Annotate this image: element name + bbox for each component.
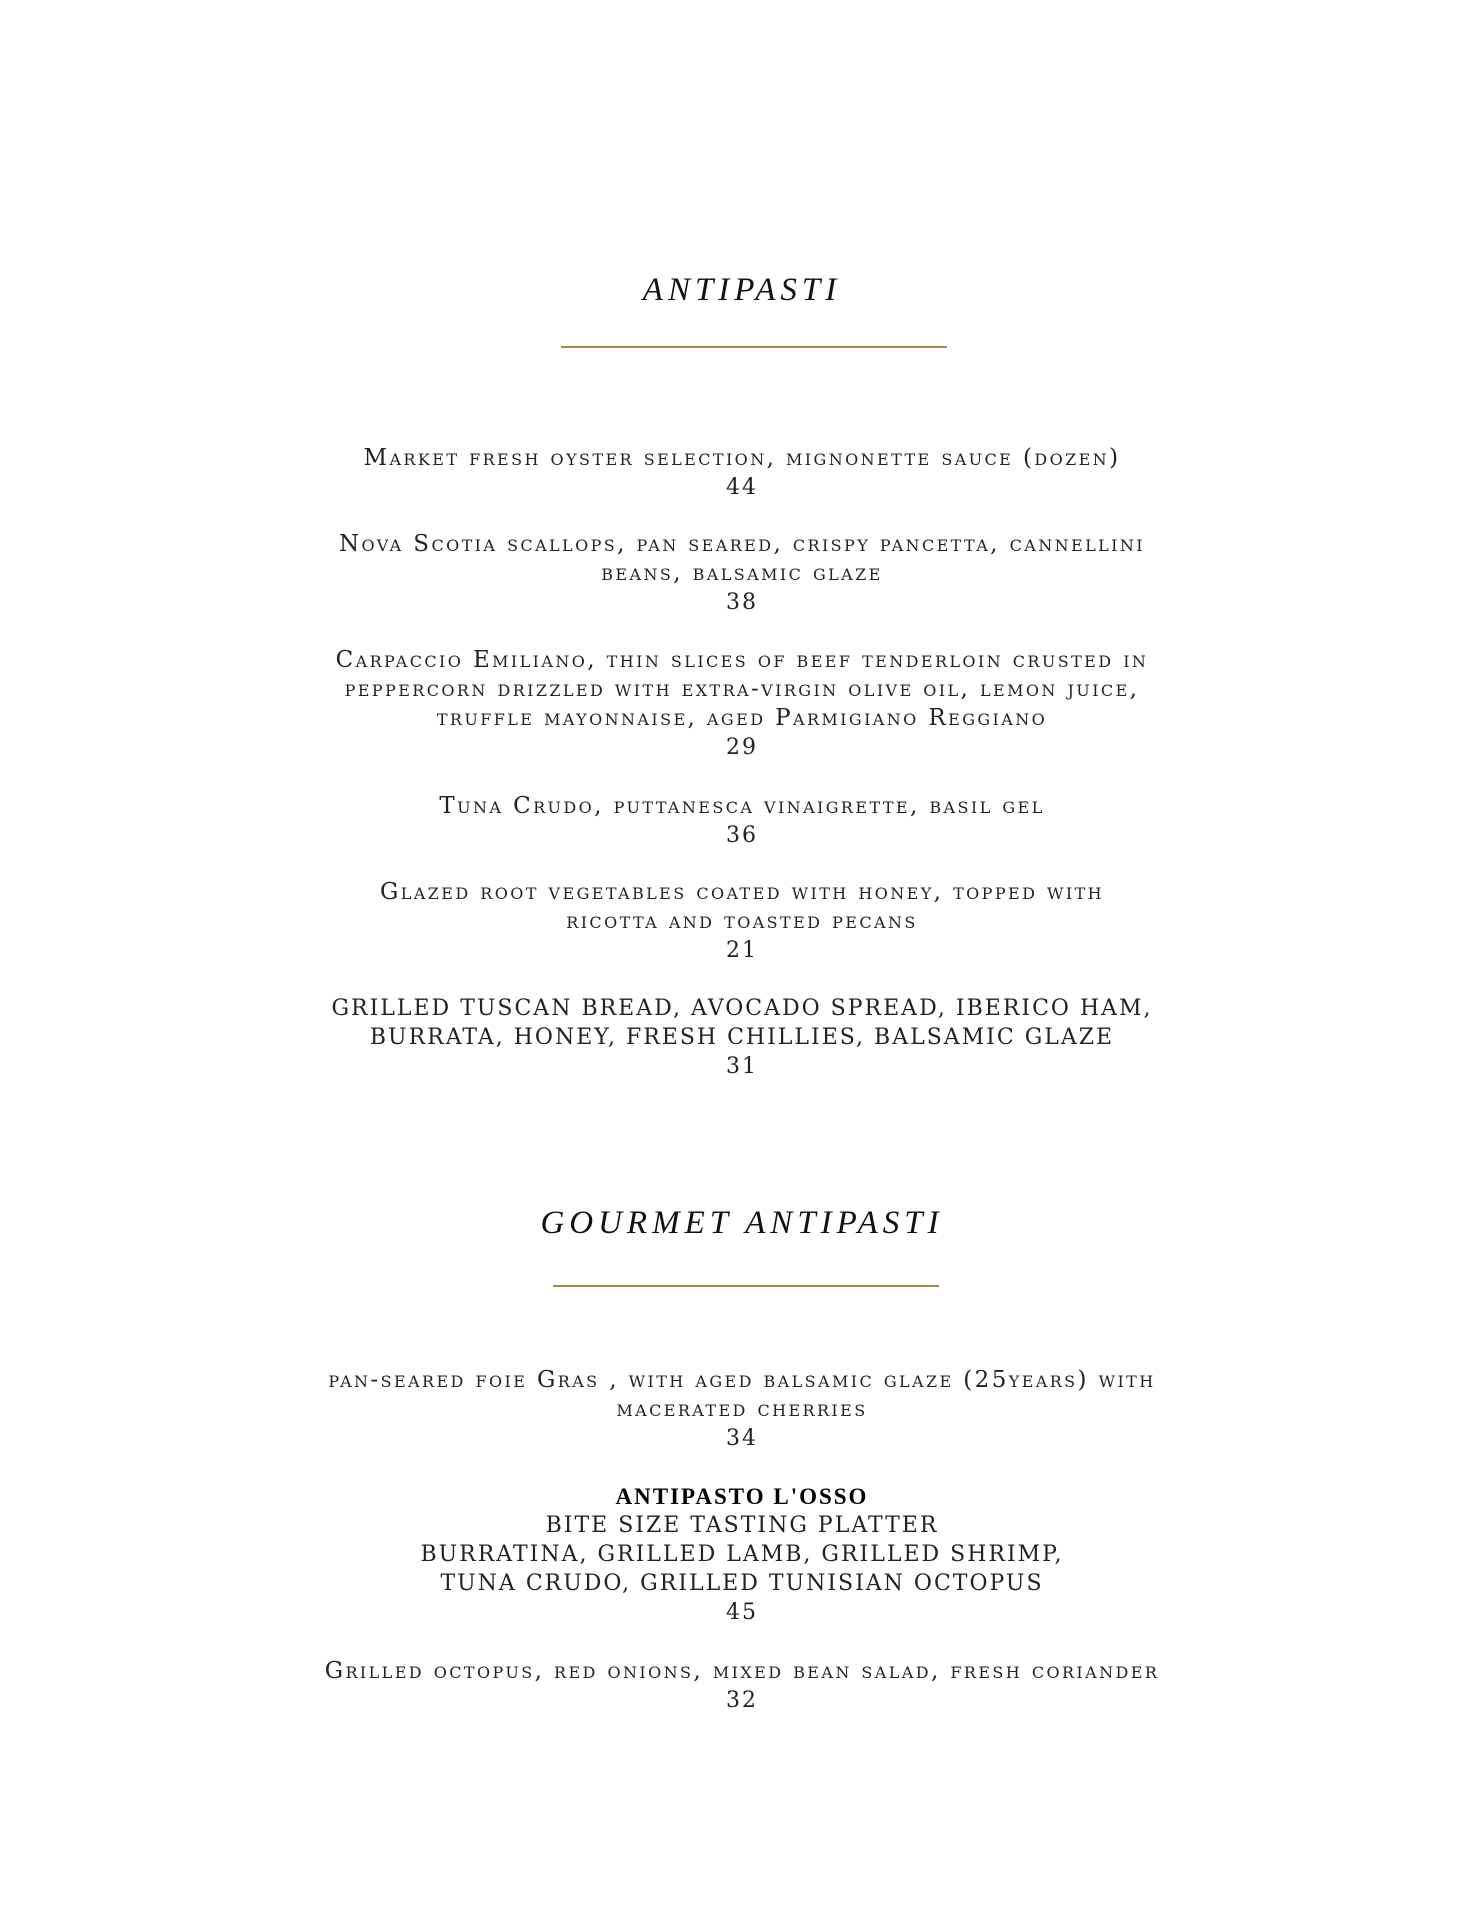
item-description: TUNA CRUDO, GRILLED TUNISIAN OCTOPUS — [440, 1571, 1044, 1596]
item-description: BURRATINA, GRILLED LAMB, GRILLED SHRIMP, — [420, 1542, 1064, 1567]
item-description: Market fresh oyster selection, mignonette sauce (dozen) — [363, 445, 1121, 471]
item-price: 32 — [726, 1688, 758, 1713]
item-description: peppercorn drizzled with extra-virgin olive oil, lemon juice, — [344, 676, 1140, 702]
section-title-antipasti: ANTIPASTI — [642, 272, 842, 308]
menu-item — [0, 994, 1484, 1081]
item-description: Grilled octopus, red onions, mixed bean salad, fresh coriander — [324, 1658, 1160, 1684]
item-price: 45 — [726, 1600, 758, 1625]
menu-item — [0, 878, 1484, 965]
item-description: Carpaccio Emiliano, thin slices of beef tenderloin crusted in — [335, 647, 1149, 673]
title-divider-gourmet-antipasti — [553, 1285, 939, 1287]
title-divider-antipasti — [561, 346, 947, 348]
item-description: Tuna Crudo, puttanesca vinaigrette, basil gel — [439, 793, 1045, 819]
section-title-gourmet-antipasti: GOURMET ANTIPASTI — [540, 1205, 944, 1241]
item-price: 44 — [726, 475, 758, 500]
item-description: Glazed root vegetables coated with honey, topped with — [379, 879, 1105, 905]
item-description: BURRATA, HONEY, FRESH CHILLIES, BALSAMIC GLAZE — [369, 1025, 1115, 1050]
item-name: ANTIPASTO L'OSSO — [615, 1484, 869, 1509]
menu-item — [0, 1482, 1484, 1627]
menu-item — [0, 646, 1484, 762]
item-description: macerated cherries — [616, 1396, 868, 1422]
item-description: beans, balsamic glaze — [601, 560, 883, 586]
item-description: Nova Scotia scallops, pan seared, crispy pancetta, cannellini — [339, 531, 1145, 557]
item-description: GRILLED TUSCAN BREAD, AVOCADO SPREAD, IBERICO HAM, — [331, 996, 1153, 1021]
menu-item — [0, 792, 1484, 850]
item-price: 34 — [726, 1426, 758, 1451]
item-price: 21 — [726, 938, 758, 963]
item-price: 31 — [726, 1054, 758, 1079]
item-price: 38 — [726, 590, 758, 615]
item-price: 36 — [726, 823, 758, 848]
item-description: BITE SIZE TASTING PLATTER — [545, 1513, 939, 1538]
item-description: ricotta and toasted pecans — [566, 908, 918, 934]
menu-item — [0, 530, 1484, 617]
item-description: truffle mayonnaise, aged Parmigiano Reggiano — [436, 705, 1048, 731]
item-price: 29 — [726, 735, 758, 760]
item-description: pan-seared foie Gras , with aged balsamic glaze (25years) with — [328, 1367, 1156, 1393]
menu-item — [0, 1657, 1484, 1715]
menu-item — [0, 444, 1484, 502]
menu-item — [0, 1366, 1484, 1453]
